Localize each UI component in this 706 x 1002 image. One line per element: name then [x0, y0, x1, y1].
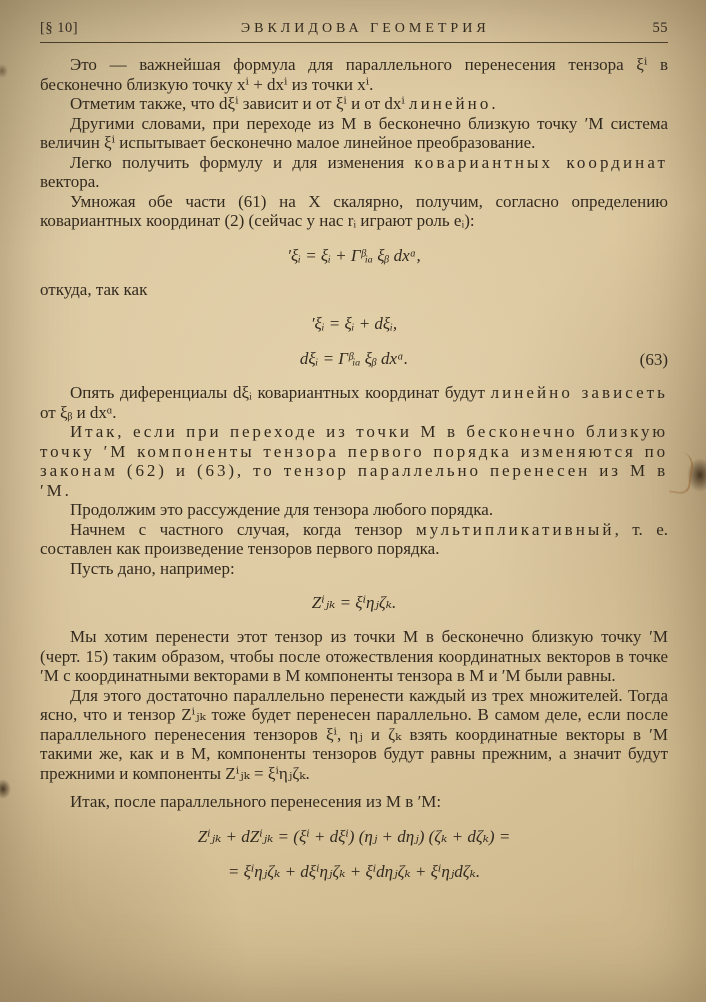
math-expression: Zⁱⱼₖ = ξⁱηⱼζₖ.	[311, 593, 397, 612]
math-expression: ′ξᵢ = ξᵢ + dξᵢ,	[310, 314, 398, 333]
text-run: .	[491, 94, 496, 113]
page-header	[40, 20, 668, 37]
emphasized-text: мультипликативный	[415, 519, 615, 539]
paragraph: Для этого достаточно параллельно перенести каждый из трех множителей. Тогда ясно, что и тензор Zⁱⱼₖ тоже будет перенесен параллельно. В самом деле, если после параллельного перенесения тензоров ξⁱ, ηⱼ и ζₖ взять координатные векторы в ′М такими же, как и в М, компоненты тензоров будут равны прежним, а значит будут прежними и компоненты Zⁱⱼₖ = ξⁱηⱼζₖ.	[40, 685, 668, 783]
emphasized-text: линейно	[409, 94, 492, 113]
paragraph	[40, 153, 668, 192]
paragraph: Другими словами, при переходе из М в бесконечно близкую точку ′М система величин ξⁱ испытывает бесконечно малое линейное преобразование.	[40, 113, 668, 152]
page-content	[40, 20, 668, 896]
paragraph: Мы хотим перенести этот тензор из точки М в бесконечно близкую точку ′М (черт. 15) таким образом, чтобы после отожествления координатных векторов в точке ′М с координатными векторами в М компоненты тензора в М и ′М были равны.	[40, 627, 668, 685]
ink-stain-icon	[0, 64, 8, 78]
page-number: 55	[652, 20, 668, 36]
paragraph: Итак, если при переходе из точки М в бесконечно близкую точку ′М компоненты тензора первого порядка изменяются по законам (62) и (63), то тензор параллельно перенесен из М в ′М.	[40, 422, 668, 500]
text-run: , т. е. составлен как произведение тензоров первого порядка.	[40, 519, 669, 558]
paragraph	[40, 383, 668, 422]
formula-61a	[40, 245, 668, 266]
text-run: Начнем с частного случая, когда тензор	[70, 519, 416, 539]
emphasized-text: линейно зависеть	[490, 383, 668, 402]
formula-expansion-line-1	[40, 826, 668, 847]
paragraph: Итак, после параллельного перенесения из М в ′М:	[70, 792, 442, 811]
header-rule	[40, 42, 668, 43]
paragraph: Умножая обе части (61) на X скалярно, получим, согласно определению ковариантных координат (2) (сейчас у нас rᵢ играют роль eᵢ):	[40, 191, 668, 230]
text-run: Легко получить формулу и для изменения	[70, 152, 415, 172]
equation-number: (63)	[639, 350, 668, 369]
formula-z	[40, 592, 668, 613]
math-expression: = ξⁱηⱼζₖ + dξⁱηⱼζₖ + ξⁱdηⱼζₖ + ξⁱηⱼdζₖ.	[227, 861, 481, 881]
text-run: Отметим также, что dξⁱ зависит и от ξⁱ и от dxⁱ	[70, 94, 410, 113]
paragraph: Пусть дано, например:	[70, 558, 235, 578]
section-marker: [§ 10]	[40, 20, 79, 36]
emphasized-text: ковариантных координат	[414, 152, 668, 172]
math-expression: Zⁱⱼₖ + dZⁱⱼₖ = (ξⁱ + dξⁱ) (ηⱼ + dηⱼ) (ζₖ + dζₖ) =	[197, 826, 511, 846]
running-title: ЭВКЛИДОВА ГЕОМЕТРИЯ	[240, 21, 490, 36]
text-run: от ξᵦ и dxᵅ.	[40, 402, 117, 422]
paragraph	[40, 520, 668, 559]
formula-63	[40, 348, 668, 369]
math-expression: dξᵢ = Γᵝᵢₐ ξᵦ dxᵅ.	[299, 349, 409, 368]
paragraph: откуда, так как	[40, 279, 148, 299]
formula-expansion-line-2	[40, 861, 668, 882]
paragraph	[40, 94, 668, 114]
text-run: вектора.	[40, 172, 100, 191]
math-expression: ′ξᵢ = ξᵢ + Γᵝᵢₐ ξᵦ dxᵅ,	[287, 245, 421, 265]
paragraph: Это — важнейшая формула для параллельного перенесения тензора ξⁱ в бесконечно близкую точку xⁱ + dxⁱ из точки xⁱ.	[40, 55, 668, 94]
text-run: Опять диференциалы dξᵢ ковариантных координат будут	[70, 383, 491, 402]
formula-62	[40, 313, 668, 334]
ink-stain-icon	[0, 779, 11, 799]
paragraph: Продолжим это рассуждение для тензора любого порядка.	[70, 500, 494, 519]
